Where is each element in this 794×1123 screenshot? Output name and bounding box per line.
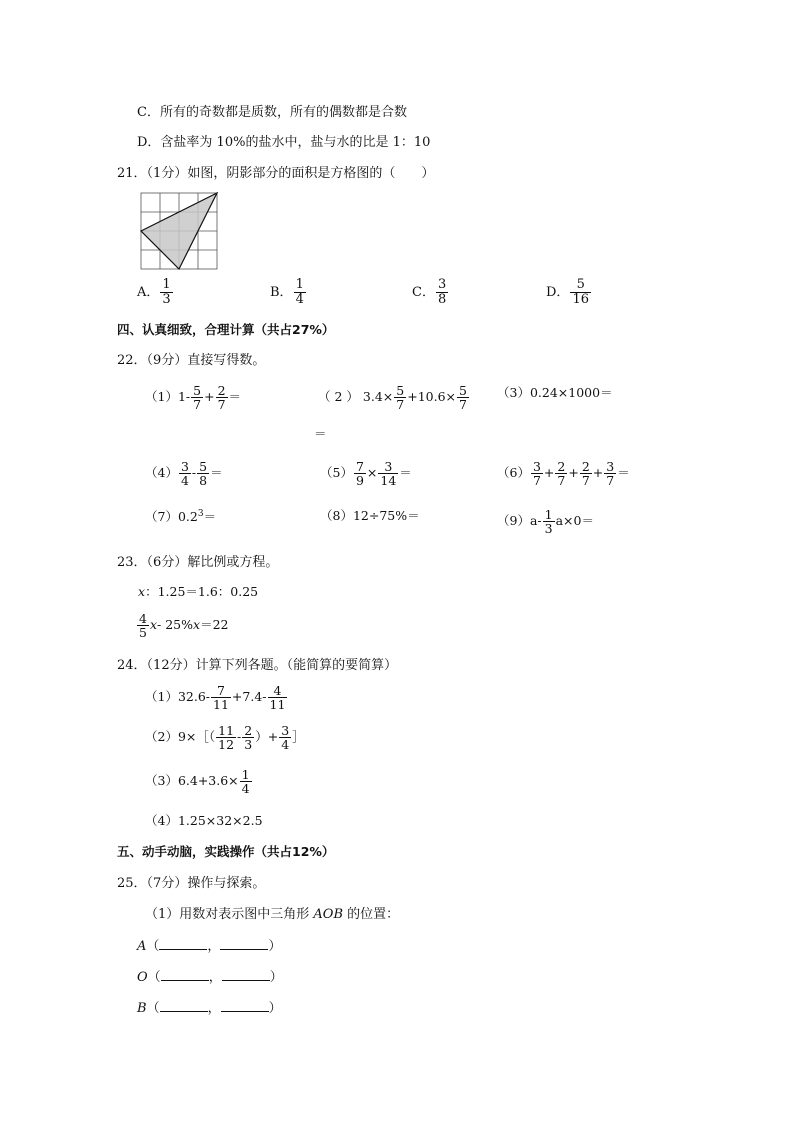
q24-p2-term-b: ）+ xyxy=(255,729,279,745)
q25-point-o xyxy=(137,970,283,984)
q25-sub1-triangle-name: AOB xyxy=(313,907,344,922)
q22-p6-op3: + xyxy=(592,465,604,481)
q24-p1-term-b: +7.4- xyxy=(231,689,267,705)
q23-eq2-variable-1: x xyxy=(149,617,158,633)
q22-p7-eq: ＝ xyxy=(203,509,217,525)
q22-part-6 xyxy=(497,460,630,487)
q24-p1-f2-den: 11 xyxy=(269,697,286,713)
q24-p2-term-c: ］ xyxy=(292,729,305,745)
q21-option-d xyxy=(546,278,592,306)
section-5-heading: 五、动手动脑，实践操作（共占12%） xyxy=(117,844,335,859)
q22-part-8: （8）12÷75%＝ xyxy=(320,508,420,523)
q20-option-d: D．含盐率为 10%的盐水中，盐与水的比是 1：10 xyxy=(137,135,431,150)
q22-p2-f1-num: 5 xyxy=(396,383,405,398)
q22-p6-f1-num: 3 xyxy=(532,459,541,474)
q21-option-a-den: 3 xyxy=(162,291,171,307)
q24-p2-f1-den: 12 xyxy=(218,737,235,753)
q22-part-1 xyxy=(145,384,241,411)
q25-point-b-blank-x[interactable] xyxy=(160,1001,208,1012)
q22-p1-eq: ＝ xyxy=(228,389,242,405)
q22-p6-f3-num: 2 xyxy=(581,459,590,474)
q23-eq1-variable: x xyxy=(138,584,146,599)
q24-part-2 xyxy=(145,724,305,751)
q24-p2-f2-den: 3 xyxy=(244,737,253,753)
q25-point-a xyxy=(137,939,281,953)
q22-part-7 xyxy=(145,510,216,524)
q22-p5-op: × xyxy=(366,465,378,481)
q22-p4-f2-num: 5 xyxy=(199,459,208,474)
q23-eq2-mid: - 25% xyxy=(157,617,193,633)
q22-part-4 xyxy=(145,460,223,487)
q23-eq1-rest: ：1.25＝1.6：0.25 xyxy=(145,584,259,599)
q21-option-a xyxy=(137,278,174,306)
q25-sub1-post: 的位置： xyxy=(343,907,400,922)
q25-point-b xyxy=(137,1001,282,1015)
q25-point-a-close: ） xyxy=(268,939,282,954)
q22-p1-label: （1） xyxy=(145,389,178,405)
q22-p2-f1-den: 7 xyxy=(396,397,405,413)
q25-point-b-open: （ xyxy=(146,1001,160,1016)
q25-point-a-name: A xyxy=(137,939,147,954)
q22-p2-label: （ 2 ） xyxy=(318,389,359,405)
q23-eq2-den: 5 xyxy=(139,625,147,641)
q22-p4-eq: ＝ xyxy=(210,465,223,481)
q21-grid-figure xyxy=(140,192,220,272)
q25-point-o-blank-x[interactable] xyxy=(161,970,209,981)
q22-p5-label: （5） xyxy=(320,465,353,481)
q24-p2-f1-num: 11 xyxy=(218,723,235,738)
q23-eq2-rest: ＝22 xyxy=(200,617,229,633)
q24-p2-f2-num: 2 xyxy=(244,723,253,738)
q22-p2-eq: ＝ xyxy=(314,426,327,441)
q24-p1-label: （1） xyxy=(145,689,178,705)
q24-p3-f-den: 4 xyxy=(241,781,250,797)
q25-point-o-blank-y[interactable] xyxy=(222,970,270,981)
q25-point-o-close: ） xyxy=(269,970,283,985)
q25-point-o-comma: ， xyxy=(208,970,222,985)
q22-p5-f2-den: 14 xyxy=(380,473,397,489)
q22-p1-op: + xyxy=(204,389,215,405)
q22-p1-term: 1- xyxy=(177,389,191,405)
q24-p1-term-a: 32.6- xyxy=(177,689,211,705)
q21-option-c-letter: C． xyxy=(412,284,435,300)
q21-option-b xyxy=(270,278,307,306)
q22-p1-f1-den: 7 xyxy=(193,397,202,413)
q25-point-a-blank-y[interactable] xyxy=(220,939,268,950)
q21-option-d-num: 5 xyxy=(570,278,591,293)
q24-p1-f1-den: 11 xyxy=(213,697,229,713)
q22-part-2 xyxy=(318,384,470,411)
q21-option-b-letter: B． xyxy=(270,284,293,300)
q22-p6-op1: + xyxy=(543,465,555,481)
q21-option-b-den: 4 xyxy=(295,291,304,307)
q24-part-1 xyxy=(145,684,288,711)
q25-sub1-pre: （1）用数对表示图中三角形 xyxy=(145,907,314,922)
q24-p2-op: - xyxy=(237,729,242,745)
q22-p7-exponent: 3 xyxy=(197,509,204,519)
q22-part-9 xyxy=(497,508,594,535)
q22-p4-f1-den: 4 xyxy=(180,473,189,489)
q25-point-b-comma: ， xyxy=(207,1001,221,1016)
q22-p2-term-b: +10.6× xyxy=(407,389,456,405)
q24-p1-f2-num: 4 xyxy=(268,684,288,698)
q25-point-b-close: ） xyxy=(268,1001,282,1016)
q22-p5-f2-num: 3 xyxy=(378,460,398,474)
q22-p6-f3-den: 7 xyxy=(581,473,590,489)
q25-point-a-open: （ xyxy=(146,939,160,954)
q25-point-b-blank-y[interactable] xyxy=(221,1001,269,1012)
q24-p2-label: （2） xyxy=(145,729,178,745)
q22-p9-f-num: 1 xyxy=(544,507,553,522)
q25-sub-1 xyxy=(145,908,399,921)
q22-part-3: （3）0.24×1000＝ xyxy=(497,385,613,400)
q23-eq2-variable-2: x xyxy=(193,617,201,633)
q22-p6-f2-den: 7 xyxy=(557,473,566,489)
q22-part-5 xyxy=(320,460,412,487)
q22-p2-f2-num: 5 xyxy=(459,383,467,398)
q21-option-d-den: 16 xyxy=(572,291,589,307)
q21-option-c-den: 8 xyxy=(437,291,447,307)
q22-p4-f2-den: 8 xyxy=(199,473,208,489)
q21-option-c-num: 3 xyxy=(437,277,447,292)
q24-part-4: （4）1.25×32×2.5 xyxy=(145,813,263,828)
q25-stem: 25．（7分）操作与探索。 xyxy=(117,876,266,891)
q25-point-a-comma: ， xyxy=(207,939,221,954)
q23-equation-1 xyxy=(138,586,258,599)
q22-p5-eq: ＝ xyxy=(399,465,412,481)
q22-p6-f4-den: 7 xyxy=(606,473,615,489)
q25-point-a-blank-x[interactable] xyxy=(159,939,207,950)
q22-p6-f2-num: 2 xyxy=(557,459,566,474)
q21-stem: 21．（1分）如图，阴影部分的面积是方格图的（ ） xyxy=(117,166,435,181)
q21-option-a-num: 1 xyxy=(162,277,171,292)
q23-stem: 23．（6分）解比例或方程。 xyxy=(117,555,279,570)
q24-p2-f3-num: 3 xyxy=(281,723,290,738)
q20-option-c: C．所有的奇数都是质数，所有的偶数都是合数 xyxy=(137,105,407,120)
q22-p6-label: （6） xyxy=(497,465,530,481)
q22-p6-eq: ＝ xyxy=(617,465,630,481)
q22-p4-label: （4） xyxy=(145,465,178,481)
q22-p5-f1-num: 7 xyxy=(355,459,364,474)
q24-part-3 xyxy=(145,768,253,795)
q25-point-b-name: B xyxy=(137,1001,147,1016)
q25-point-o-open: （ xyxy=(147,970,161,985)
q22-p6-op2: + xyxy=(568,465,579,481)
q22-p9-label: （9） xyxy=(497,513,530,529)
q21-option-d-letter: D． xyxy=(546,284,570,300)
q22-p9-f-den: 3 xyxy=(544,521,553,537)
q24-stem: 24．（12分）计算下列各题。（能简算的要简算） xyxy=(117,658,398,673)
q22-p2-f2-den: 7 xyxy=(459,397,467,413)
q21-option-c xyxy=(412,278,449,306)
q22-p1-f2-num: 2 xyxy=(217,383,226,398)
q22-p4-f1-num: 3 xyxy=(180,459,189,474)
q23-equation-2 xyxy=(136,612,228,639)
section-4-heading: 四、认真细致，合理计算（共占27%） xyxy=(117,322,335,337)
q22-p1-f2-den: 7 xyxy=(217,397,226,413)
q22-p5-f1-den: 9 xyxy=(355,473,364,489)
q21-option-b-num: 1 xyxy=(295,277,304,292)
q24-p2-term-a: 9×［（ xyxy=(177,729,216,745)
q21-option-a-letter: A． xyxy=(137,284,160,300)
q22-p9-term-a: a- xyxy=(529,513,542,529)
q24-p2-f3-den: 4 xyxy=(281,737,290,753)
q22-p6-f4-num: 3 xyxy=(606,459,615,474)
q24-p3-term: 6.4+3.6× xyxy=(177,773,239,789)
q24-p3-f-num: 1 xyxy=(241,767,250,782)
q24-p1-f1-num: 7 xyxy=(211,684,231,698)
q24-p3-label: （3） xyxy=(145,773,178,789)
q22-p2-term-a: 3.4× xyxy=(362,389,394,405)
q22-p9-term-b: a×0＝ xyxy=(555,513,594,529)
q22-p4-op: - xyxy=(191,465,197,481)
q22-p6-f1-den: 7 xyxy=(532,473,541,489)
q25-point-o-name: O xyxy=(137,970,148,985)
q22-p1-f1-num: 5 xyxy=(193,383,202,398)
q23-eq2-num: 4 xyxy=(139,611,147,626)
q22-p7-label: （7）0.2 xyxy=(145,509,198,525)
q22-stem: 22．（9分）直接写得数。 xyxy=(117,353,266,368)
